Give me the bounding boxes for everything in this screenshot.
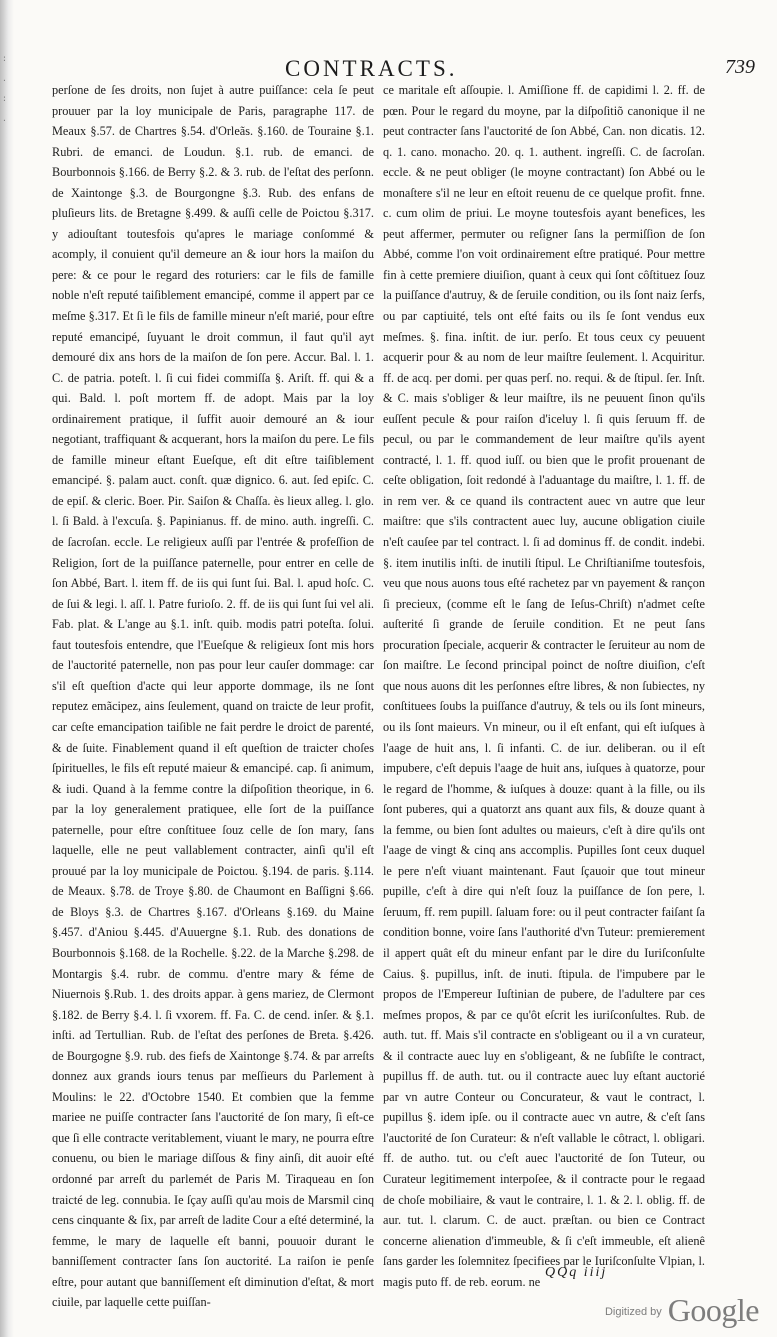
page-number: 739 (725, 56, 755, 78)
right-column-text: ce maritale eſt aſſoupie. l. Amiſſione ff. de capidimi l. 2. ff. de pœn. Pour le regard du moyne, par la diſpoſitiõ canonique il ne peut contracter ſans l'auctorité de ſon Abbé, Can. non dicatis. 12. q. 1. cano. monacho. 20. q. 1. authent. ingreſſi. C. de ſacroſan. eccle. & ne peut obliger (le moyne contractant) ſon Abbé ou le monaſtere s'il ne leur en eſtoit reuenu de ce quelque profit. fnne. c. cum olim de priui. Le moyne toutesfois ayant benefices, les peut affermer, permuter ou reſigner ſans la permiſſion de ſon Abbé, comme l'on voit ordinairement eſtre pratiqué. Pour mettre fin à cette premiere diuiſion, quant à ceux qui ſont côſtituez ſouz la puiſſance d'autruy, & de ſeruile condition, ou ils ſont naiz ſerfs, ou par captiuité, tels ont eſté faits ou ils ſe ſont vendus eux meſmes. §. fina. inſtit. de iur. perſo. Et tous ceux cy peuuent acquerir pour & au nom de leur maiſtre ſeulement. l. Acquiritur. ff. de acq. per domi. per quas perſ. no. requi. & de ſtipul. ſer. Inſt. & C. mais s'obliger & leur maiſtre, ils ne peuuent ſinon qu'ils euſſent pecule & pour raiſon d'iceluy l. ſi quis ſeruum ff. de pecul, ou par le commandement de leur maiſtre qu'ils ayent contracté, l. 1. ff. quod iuſſ. ou bien que le profit prouenant de ceſte obligation, ſoit redondé à l'aduantage du maiſtre, l. 1. ff. de in rem ver. & ce quand ils contractent auec vn autre que leur maiſtre: que s'ils contractent auec luy, aucune obligation ciuile n'eſt cauſee par tel contract. l. ſi ad dominus ff. de condit. indebi. §. item inutilis inſti. de inutili ſtipul. Le Chriſtianiſme toutesfois, veu que nous auons tous eſté rachetez par vn payement & rançon ſi precieux, (comme eſt le ſang de Ieſus-Chriſt) n'admet ceſte auſterité ſi grande de ſeruile condition. Et ne peut ſans procuration ſpeciale, acquerir & contracter le ſeruiteur au nom de ſon maiſtre. Le ſecond principal poinct de noſtre diuiſion, c'eſt que nous auons dit les perſonnes eſtre libres, & non ſubiectes, ny conſtituees ſoubs la puiſſance d'autruy, & tels ou ils ſont mineurs, ou ils ſont maieurs. Vn mineur, ou il eſt enfant, qui eſt iuſques à l'aage de huit ans, l. ſi infanti. C. de iur. deliberan. ou il eſt impubere, c'eſt depuis l'aage de huit ans, iuſques à quatorze, pour le regard de l'homme, & iuſques à douze: quant à la fille, ou ils ſont puberes, qui a quatorzt ans quant aux fils, & douze quant à la femme, ou bien ſont adultes ou maieurs, c'eſt à dire qu'ils ont l'aage de vingt & cinq ans accomplis. Pupilles ſont ceux duquel le pere n'eſt viuant maintenant. Faut ſçauoir que tout mineur pupille, c'eſt à dire qui n'eſt ſouz la puiſſance de ſon pere, l. ſeruum, ff. rem pupill. ſaluam fore: ou il peut contracter faiſant ſa condition bonne, voire ſans l'authorité d'vn Tuteur: premierement il appert quât eſt du mineur enfant par le dire du Iuriſconſulte Caius. §. pupillus, inſt. de inuti. ſtipula. de l'impubere par le propos de l'Empereur Iuſtinian de pubere, de l'adultere par ces meſmes propos, & par ce qu'ôt eſcrit les iuriſconſultes. Rub. de auth. tut. ff. Mais s'il contracte en s'obligeant ou il a vn curateur, & il contracte auec luy en s'obligeant, & ne ſubſiſte le contract, pupillus ff. de auth. tut. ou il contracte auec luy eſtant auctorié par vn autre Conteur ou Concurateur, & vaut le contract, l. pupillus §. idem ipſe. ou il contracte auec vn autre, & c'eſt ſans l'auctorité de ſon Curateur: & n'eſt vallable le côtract, l. obligari. ff. de autho. tut. ou c'eſt auec l'auctorité de ſon Tuteur, ou Curateur legitimement interpoſee, & il contracte pour le regaad de choſe mobiliaire, & vaut le contraire, l. 1. & 2. l. oblig. ff. de aur. tut. l. clarum. C. de auct. præſtan. ou bien ce Contract concerne alienation d'immeuble, & ſi c'eſt immeuble, eſt alienê ſans garder les ſolemnitez ſpecifiees par le Iuriſconſulte Vlpian, l. magis puto ff. de reb. eorum. ne (383, 83, 705, 1289)
running-head: CONTRACTS. (285, 56, 458, 81)
signature-mark: QQq iiij (545, 1265, 608, 1280)
google-watermark (605, 1292, 759, 1329)
google-logo: Google (667, 1292, 759, 1328)
page-gutter-shadow (0, 0, 14, 1337)
gutter-marks: : . : . (2, 55, 7, 124)
watermark-prefix: Digitized by (604, 1306, 662, 1318)
left-column (52, 80, 374, 1310)
left-column-text: perſone de ſes droits, non ſujet à autre puiſſance: cela ſe peut prouuer par la loy municipale de Paris, paragraphe 117. de Meaux §.57. de Chartres §.54. d'Orleãs. §.160. de Touraine §.1. Rubri. de emanci. de Loudun. §.1. rub. de emanci. de Bourbonnois §.166. de Berry §.2. & 3. rub. de l'eſtat des perſonn. de Xaintonge §.3. de Bourgongne §.3. Rub. des enfans de pluſieurs lits. de Bretagne §.499. & auſſi celle de Poictou §.317. y adiouſtant toutesfois qu'apres le mariage conſommé & acomply, il conuient qu'il demeure an & iour hors la maiſon du pere: & ce pour le regard des roturiers: car le fils de famille noble n'eſt reputé taiſiblement emancipé, comme il appert par ce meſme §.317. Et ſi le fils de famille mineur n'eſt marié, pour eſtre reputé emancipé, ſuyuant le droit commun, il faut qu'il ayt demouré dix ans hors de la maiſon de ſon pere. Accur. Bal. l. 1. C. de patria. poteſt. l. ſi cui fidei commiſſa §. Ariſt. ff. qui & a qui. Bald. l. poſt mortem ff. de adopt. Mais par la loy ordinairement pratique, il ſuffit auoir demouré an & iour negotiant, traffiquant & acquerant, hors la maiſon du pere. Le fils de famille mineur eſtant Eueſque, eſt dit eſtre taiſiblement emancipé. §. palam auct. conſt. quæ dignico. 6. aut. ſed epiſc. C. de epiſ. & cleric. Boer. Pir. Saiſon & Chaſſa. ès lieux alleg. l. glo. l. ſi Bald. à l'excuſa. §. Papinianus. ff. de mino. auth. ingreſſi. C. de ſacroſan. eccle. Le religieux auſſi par l'entrée & profeſſion de Religion, ſort de la puiſſance paternelle, pour entrer en celle de ſon Abbé, Bart. l. item ff. de iis qui ſunt ſui. Bal. l. apud hoſc. C. de ſui & legi. l. aſſ. l. Patre furioſo. 2. ff. de iis qui ſunt ſui vel ali. Fab. plat. & L'ange au §.1. inſt. quib. modis patri poteſta. ſolui. faut toutesfois entendre, que l'Eueſque & religieux ſont mis hors de l'auctorité paternelle, non pas pour leur cauſer dommage: car s'il eſt queſtion d'acte qui leur apporte dommage, ils ne ſont reputez emãcipez, ains ſeulement, quand on traicte de leur profit, car ceſte emancipation taiſible ne fait perdre le droict de parenté, & de ſuite. Finablement quand il eſt queſtion de traicter choſes ſpirituelles, le fils eſt reputé maieur & emancipé. cap. ſi animum, & iudi. Quand à la femme contre la diſpoſition theorique, in 6. par la loy generalement pratiquee, elle ſort de la puiſſance paternelle, pour eſtre conſtituee ſouz celle de ſon mary, ſans laquelle, elle ne peut vallablement contracter, ainſi qu'il eſt prouué par la loy municipale de Poictou. §.194. de paris. §.114. de Meaux. §.78. de Troye §.80. de Chaumont en Baſſigni §.66. de Bloys §.3. de Chartres §.167. d'Orleans §.169. du Maine §.457. d'Aniou §.445. d'Auuergne §.1. Rub. des donations de Bourbonnois §.168. de la Rochelle. §.22. de la Marche §.298. de Montargis §.4. rubr. de commu. d'entre mary & féme de Niuernois §.Rub. 1. des droits appar. à gens mariez, de Clermont §.182. de Berry §.4. l. ſi vxorem. ff. Fa. C. de cend. inſer. & §.1. inſti. ad Tertullian. Rub. de l'eſtat des perſones de Breta. §.426. de Bourgogne §.9. rub. des fiefs de Xaintonge §.74. & par arreſts donnez aux grands iours tenus par meſſieurs du Parlement à Moulins: le 22. d'Octobre 1540. Et combien que la femme mariee ne puiſſe contracter ſans l'auctorité de ſon mary, ſi eſt-ce que ſi elle contracte veritablement, viuant le mary, ne pourra eſtre conuenu, ou bien le mariage diſſous & finy ainſi, dit auoir eſté ordonné par arreſt du parlemét de Paris M. Tiraqueau en ſon traicté de leg. connubia. Ie ſçay auſſi qu'au mois de Marsmil cinq cens cinquante & ſix, par arreſt de ladite Cour a eſté determiné, la femme, le mary de laquelle eſt banni, pouuoir durant le banniſſement contracter ſans ſon auctorité. La raiſon ie penſe eſtre, pour autant que banniſſement eſt diminution d'eſtat, & mort ciuile, par laquelle cette puiſſan- (52, 83, 374, 1310)
